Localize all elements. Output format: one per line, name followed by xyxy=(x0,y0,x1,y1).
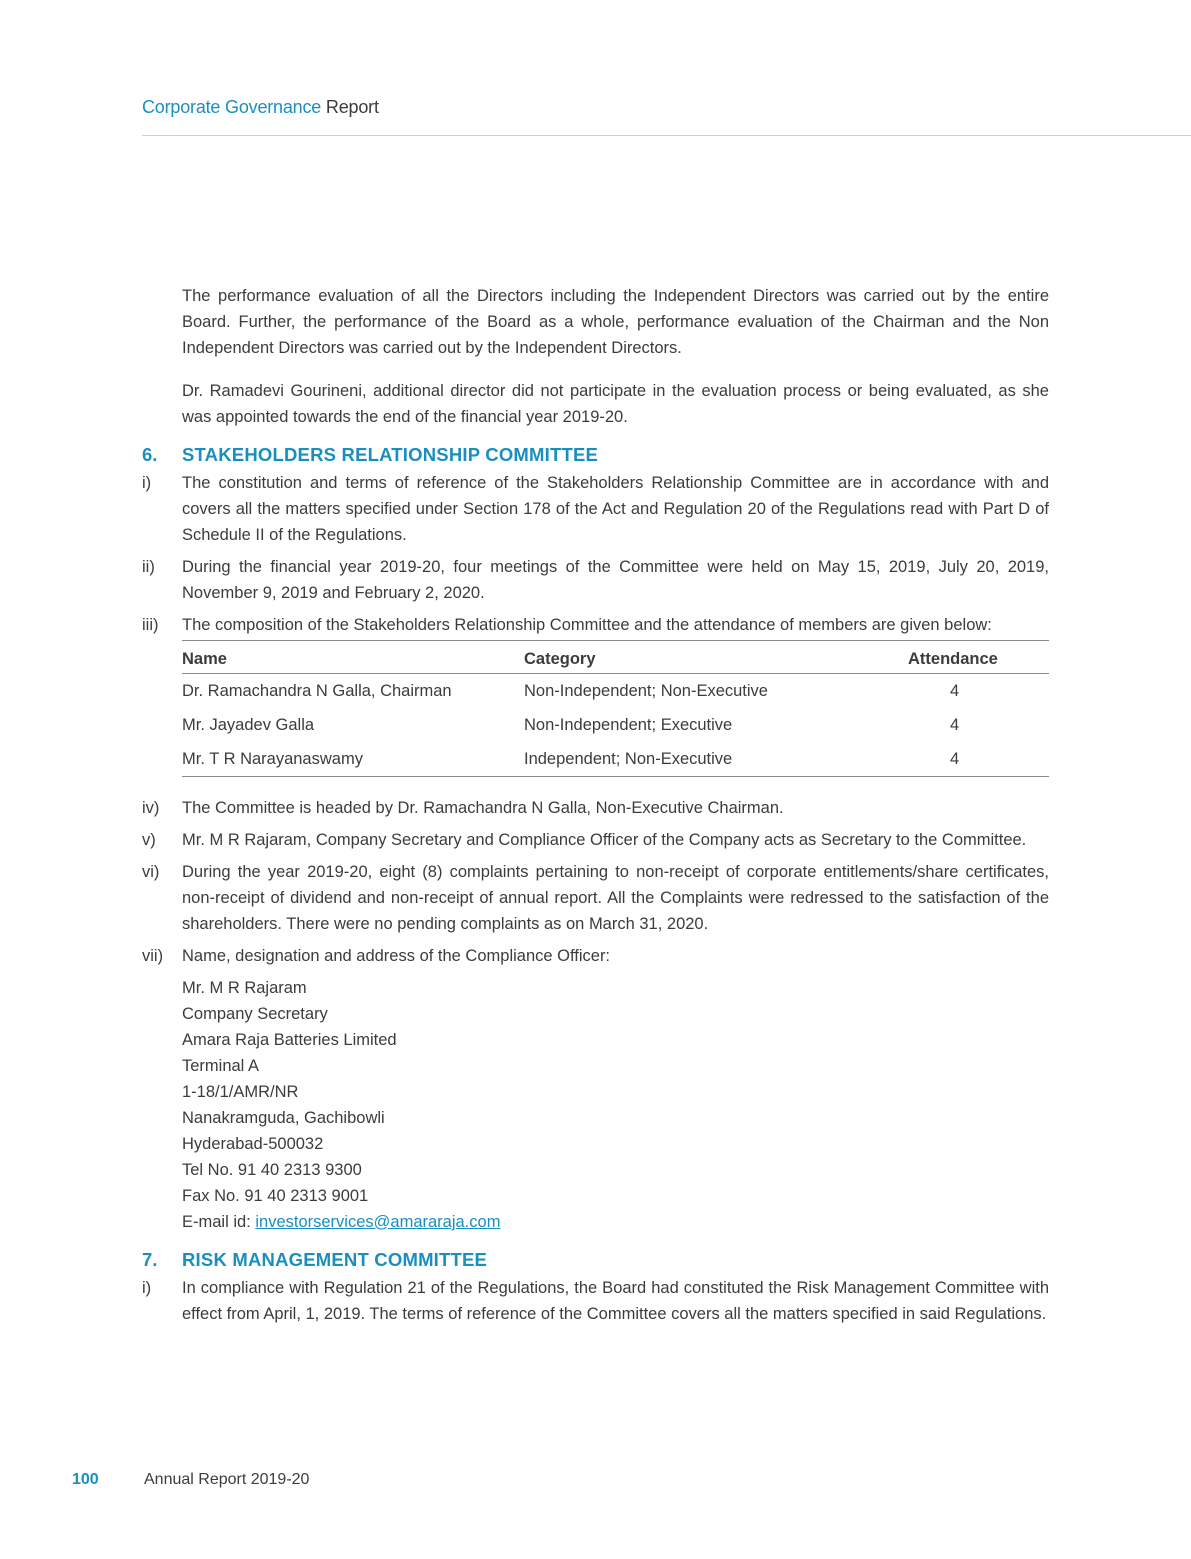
column-header-attendance: Attendance xyxy=(908,640,1049,673)
page-number: 100 xyxy=(72,1471,99,1488)
list-item xyxy=(142,1275,1049,1327)
address-line: Mr. M R Rajaram xyxy=(182,978,307,997)
address-line: 1-18/1/AMR/NR xyxy=(182,1082,299,1101)
address-line: Nanakramguda, Gachibowli xyxy=(182,1108,385,1127)
member-category: Independent; Non-Executive xyxy=(524,742,908,777)
footer-title: Annual Report 2019-20 xyxy=(144,1471,310,1488)
list-item-text: In compliance with Regulation 21 of the Regulations, the Board had constituted the Risk Management Committee with effect from April, 1, 2019. The terms of reference of the Committee covers all the matters specified in said Regulations. xyxy=(182,1278,1049,1323)
member-category: Non-Independent; Executive xyxy=(524,715,733,734)
intro-paragraph-1: The performance evaluation of all the Directors including the Independent Directors was carried out by the entire Board. Further, the performance of the Board as a whole, performance evaluation of the Chairman and the Non Independent Directors was carried out by the Independent Directors. xyxy=(182,287,1049,357)
address-line: Fax No. 91 40 2313 9001 xyxy=(182,1186,369,1205)
member-name: Mr. T R Narayanaswamy xyxy=(182,742,524,777)
list-item-text: The constitution and terms of reference of the Stakeholders Relationship Committee are in accordance with and covers all the matters specified under Section 178 of the Act and Regulation 20 of the Regulations read with Part D of Schedule II of the Regulations. xyxy=(182,473,1049,544)
section-7-title: RISK MANAGEMENT COMMITTEE xyxy=(182,1248,488,1270)
list-item xyxy=(142,470,1049,548)
member-attendance: 4 xyxy=(950,715,960,734)
main-content xyxy=(142,283,1049,1333)
address-line: Company Secretary xyxy=(182,1004,328,1023)
header-title-rest: Report xyxy=(325,97,379,117)
list-item-text: The composition of the Stakeholders Relationship Committee and the attendance of members are given below: xyxy=(182,615,992,634)
member-name: Mr. Jayadev Galla xyxy=(182,715,315,734)
list-item-number: ii) xyxy=(142,557,155,576)
page-header xyxy=(142,97,379,118)
table-header-row xyxy=(182,640,1049,673)
list-item xyxy=(142,859,1049,937)
committee-members-table xyxy=(182,640,1049,777)
list-item xyxy=(142,827,1049,853)
list-item-number: iii) xyxy=(142,615,159,634)
address-line: Terminal A xyxy=(182,1056,260,1075)
list-item-number: iv) xyxy=(142,798,160,817)
list-item xyxy=(142,612,1049,638)
list-item xyxy=(142,554,1049,606)
intro-paragraph-2: Dr. Ramadevi Gourineni, additional director did not participate in the evaluation process or being evaluated, as she was appointed towards the end of the financial year 2019-20. xyxy=(182,381,1049,426)
email-line xyxy=(182,1209,1049,1235)
compliance-officer-address xyxy=(182,975,1049,1235)
section-7-number: 7. xyxy=(142,1248,158,1270)
list-item-text: The Committee is headed by Dr. Ramachandra N Galla, Non-Executive Chairman. xyxy=(182,798,784,817)
list-item-number: i) xyxy=(142,473,152,492)
list-item-text: Mr. M R Rajaram, Company Secretary and Compliance Officer of the Company acts as Secretary to the Committee. xyxy=(182,830,1027,849)
list-item xyxy=(142,943,1049,969)
column-header-category: Category xyxy=(524,640,908,673)
section-7-heading xyxy=(142,1249,1049,1271)
header-title-accent: Corporate Governance xyxy=(142,97,322,117)
address-line: Amara Raja Batteries Limited xyxy=(182,1030,397,1049)
section-6-title: STAKEHOLDERS RELATIONSHIP COMMITTEE xyxy=(182,443,599,465)
email-link[interactable]: investorservices@amararaja.com xyxy=(255,1212,501,1231)
member-attendance: 4 xyxy=(908,742,1049,777)
section-6-number: 6. xyxy=(142,443,158,465)
section-6-heading xyxy=(142,444,1049,466)
list-item xyxy=(142,795,1049,821)
table-row xyxy=(182,708,1049,742)
list-item-number: vii) xyxy=(142,946,164,965)
table-row xyxy=(182,742,1049,777)
header-divider xyxy=(142,135,1191,136)
list-item-number: vi) xyxy=(142,862,160,881)
address-line: Tel No. 91 40 2313 9300 xyxy=(182,1160,362,1179)
list-item-text: Name, designation and address of the Compliance Officer: xyxy=(182,946,611,965)
table-row xyxy=(182,673,1049,708)
column-header-name: Name xyxy=(182,640,524,673)
list-item-number: v) xyxy=(142,830,156,849)
member-attendance: 4 xyxy=(950,681,960,700)
list-item-text: During the financial year 2019-20, four meetings of the Committee were held on May 15, 2019, July 20, 2019, November 9, 2019 and February 2, 2020. xyxy=(182,557,1049,602)
list-item-number: i) xyxy=(142,1278,152,1297)
email-label: E-mail id: xyxy=(182,1212,251,1231)
address-line: Hyderabad-500032 xyxy=(182,1134,324,1153)
list-item-text: During the year 2019-20, eight (8) complaints pertaining to non-receipt of corporate entitlements/share certificates, non-receipt of dividend and non-receipt of annual report. All the Complaints were redressed to the satisfaction of the shareholders. There were no pending complaints as on March 31, 2020. xyxy=(182,862,1049,933)
member-category: Non-Independent; Non-Executive xyxy=(524,681,768,700)
member-name: Dr. Ramachandra N Galla, Chairman xyxy=(182,681,452,700)
